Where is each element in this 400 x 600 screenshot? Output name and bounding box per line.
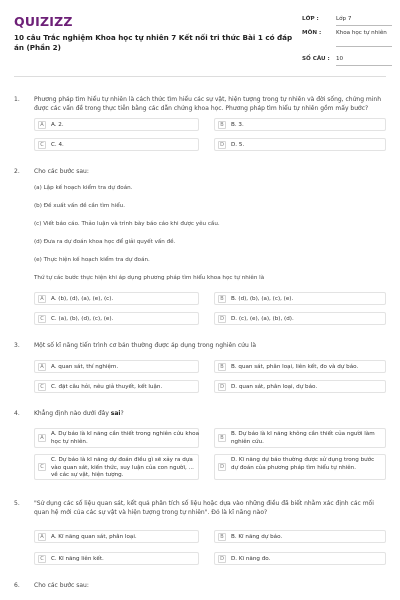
question-text-prefix: Khẳng định nào dưới đây bbox=[34, 410, 111, 417]
option-text: D. 5. bbox=[231, 142, 245, 148]
option-b[interactable] bbox=[214, 428, 386, 448]
page-title: 10 câu Trắc nghiệm Khoa học tự nhiên 7 Kết nối tri thức Bài 1 có đáp án (Phần 2) bbox=[14, 33, 293, 52]
question-number: 5. bbox=[14, 500, 20, 507]
step-line: (d) Đưa ra dự đoán khoa học để giải quyết vấn đề. bbox=[34, 239, 176, 245]
option-text: B. (d), (b), (a), (c), (e). bbox=[231, 296, 294, 302]
question-text bbox=[34, 410, 388, 419]
option-text: C. (a), (b), (d), (c), (e). bbox=[51, 316, 114, 322]
question-text: "Sử dụng các số liệu quan sát, kết quả phân tích số liệu hoặc dựa vào những điều đã biết nhằm xác định các mối quan hệ mới của các sự vật và hiện tượng trong tự nhiên". Đó là kĩ năng nào? bbox=[34, 500, 374, 516]
option-text: D. Kĩ năng dự báo thường được sử dụng trong bước dự đoán của phương pháp tìm hiểu tự nhiên. bbox=[231, 457, 375, 471]
option-letter: A bbox=[38, 434, 46, 442]
question-text: Một số kĩ năng tiến trình cơ bản thường được áp dụng trong nghiên cứu là bbox=[34, 342, 257, 349]
option-d[interactable] bbox=[214, 454, 386, 480]
option-c[interactable] bbox=[34, 138, 199, 151]
option-letter: A bbox=[38, 295, 46, 303]
option-letter: D bbox=[218, 383, 226, 391]
option-letter: B bbox=[218, 121, 226, 129]
question-number: 2. bbox=[14, 168, 20, 175]
option-b[interactable] bbox=[214, 118, 386, 131]
option-text: A. (b), (d), (a), (e), (c). bbox=[51, 296, 114, 302]
option-letter: C bbox=[38, 555, 46, 563]
option-letter: C bbox=[38, 463, 46, 471]
step-line: (a) Lập kế hoạch kiểm tra dự đoán. bbox=[34, 185, 133, 191]
option-text: D. quan sát, phân loại, dự báo. bbox=[231, 384, 318, 390]
option-a[interactable] bbox=[34, 292, 199, 305]
option-b[interactable] bbox=[214, 530, 386, 543]
option-text: D. (c), (e), (a), (b), (d). bbox=[231, 316, 294, 322]
option-letter: A bbox=[38, 121, 46, 129]
option-c[interactable] bbox=[34, 312, 199, 325]
option-letter: D bbox=[218, 315, 226, 323]
option-text: C. đặt câu hỏi, nêu giả thuyết, kết luận. bbox=[51, 384, 163, 390]
question-number: 4. bbox=[14, 410, 20, 417]
option-letter: D bbox=[218, 141, 226, 149]
option-text: D. Kĩ năng đo. bbox=[231, 556, 271, 562]
step-line: (e) Thực hiện kế hoạch kiểm tra dự đoán. bbox=[34, 257, 150, 263]
question-number: 6. bbox=[14, 582, 20, 589]
question-number: 1. bbox=[14, 96, 20, 103]
question-text-suffix: ? bbox=[120, 410, 124, 417]
option-letter: B bbox=[218, 363, 226, 371]
class-value: Lớp 7 bbox=[336, 16, 352, 22]
option-d[interactable] bbox=[214, 138, 386, 151]
option-text: B. 3. bbox=[231, 122, 244, 128]
header-divider bbox=[14, 76, 386, 77]
count-label: SỐ CÂU : bbox=[302, 56, 330, 62]
option-d[interactable] bbox=[214, 312, 386, 325]
option-b[interactable] bbox=[214, 360, 386, 373]
count-underline bbox=[336, 65, 392, 66]
option-letter: D bbox=[218, 463, 226, 471]
option-text: C. Kĩ năng liên kết. bbox=[51, 556, 104, 562]
option-a[interactable] bbox=[34, 360, 199, 373]
option-letter: C bbox=[38, 315, 46, 323]
option-c[interactable] bbox=[34, 380, 199, 393]
quizizz-logo: QUIZIZZ bbox=[14, 14, 73, 29]
option-letter: A bbox=[38, 363, 46, 371]
subject-label: MÔN : bbox=[302, 30, 322, 36]
option-text: B. Kĩ năng dự báo. bbox=[231, 534, 283, 540]
option-c[interactable] bbox=[34, 552, 199, 565]
option-letter: B bbox=[218, 434, 226, 442]
option-letter: C bbox=[38, 141, 46, 149]
option-b[interactable] bbox=[214, 292, 386, 305]
option-a[interactable] bbox=[34, 530, 199, 543]
step-line: Thứ tự các bước thực hiện khi áp dụng phương pháp tìm hiểu khoa học tự nhiên là bbox=[34, 275, 265, 281]
question-text-emphasis: sai bbox=[110, 410, 121, 417]
step-line: (c) Viết báo cáo. Thảo luận và trình bày báo cáo khi được yêu cầu. bbox=[34, 221, 220, 227]
option-text: A. 2. bbox=[51, 122, 64, 128]
subject-value: Khoa học tự nhiên bbox=[336, 30, 387, 36]
class-label: LỚP : bbox=[302, 16, 319, 22]
option-letter: C bbox=[38, 383, 46, 391]
option-text: B. quan sát, phân loại, liên kết, đo và dự báo. bbox=[231, 364, 359, 370]
option-d[interactable] bbox=[214, 380, 386, 393]
option-d[interactable] bbox=[214, 552, 386, 565]
option-text: A. quan sát, thí nghiệm. bbox=[51, 364, 119, 370]
option-text: C. 4. bbox=[51, 142, 64, 148]
option-a[interactable] bbox=[34, 428, 199, 448]
header bbox=[0, 0, 400, 78]
question-text: Phương pháp tìm hiểu tự nhiên là cách thức tìm hiểu các sự vật, hiện tượng trong tự nhiên và đời sống, chứng minh được các vấn đề trong thực tiễn bằng các dẫn chứng khoa học. Phương pháp tìm hiểu tự nhiên gồm mấy bước? bbox=[34, 96, 382, 112]
option-text: B. Dự báo là kĩ năng không cần thiết của người làm nghiên cứu. bbox=[231, 431, 375, 445]
question-text: Cho các bước sau: bbox=[34, 582, 89, 589]
option-letter: B bbox=[218, 295, 226, 303]
option-letter: A bbox=[38, 533, 46, 541]
option-letter: B bbox=[218, 533, 226, 541]
count-value: 10 bbox=[336, 56, 344, 62]
option-text: A. Dự báo là kĩ năng cần thiết trong nghiên cứu khoa học tự nhiên. bbox=[51, 431, 200, 445]
option-letter: D bbox=[218, 555, 226, 563]
question-number: 3. bbox=[14, 342, 20, 349]
option-text: C. Dự báo là kĩ năng dự đoán điều gì sẽ xảy ra dựa vào quan sát, kiến thức, suy luận của con người, ... về các sự vật, hiện tượng. bbox=[51, 457, 194, 478]
option-a[interactable] bbox=[34, 118, 199, 131]
subject-underline bbox=[336, 46, 392, 47]
option-c[interactable] bbox=[34, 454, 199, 480]
class-underline bbox=[336, 25, 392, 26]
question-text: Cho các bước sau: bbox=[34, 168, 89, 175]
option-text: A. Kĩ năng quan sát, phân loại. bbox=[51, 534, 137, 540]
step-line: (b) Đề xuất vấn đề cần tìm hiểu. bbox=[34, 203, 125, 209]
